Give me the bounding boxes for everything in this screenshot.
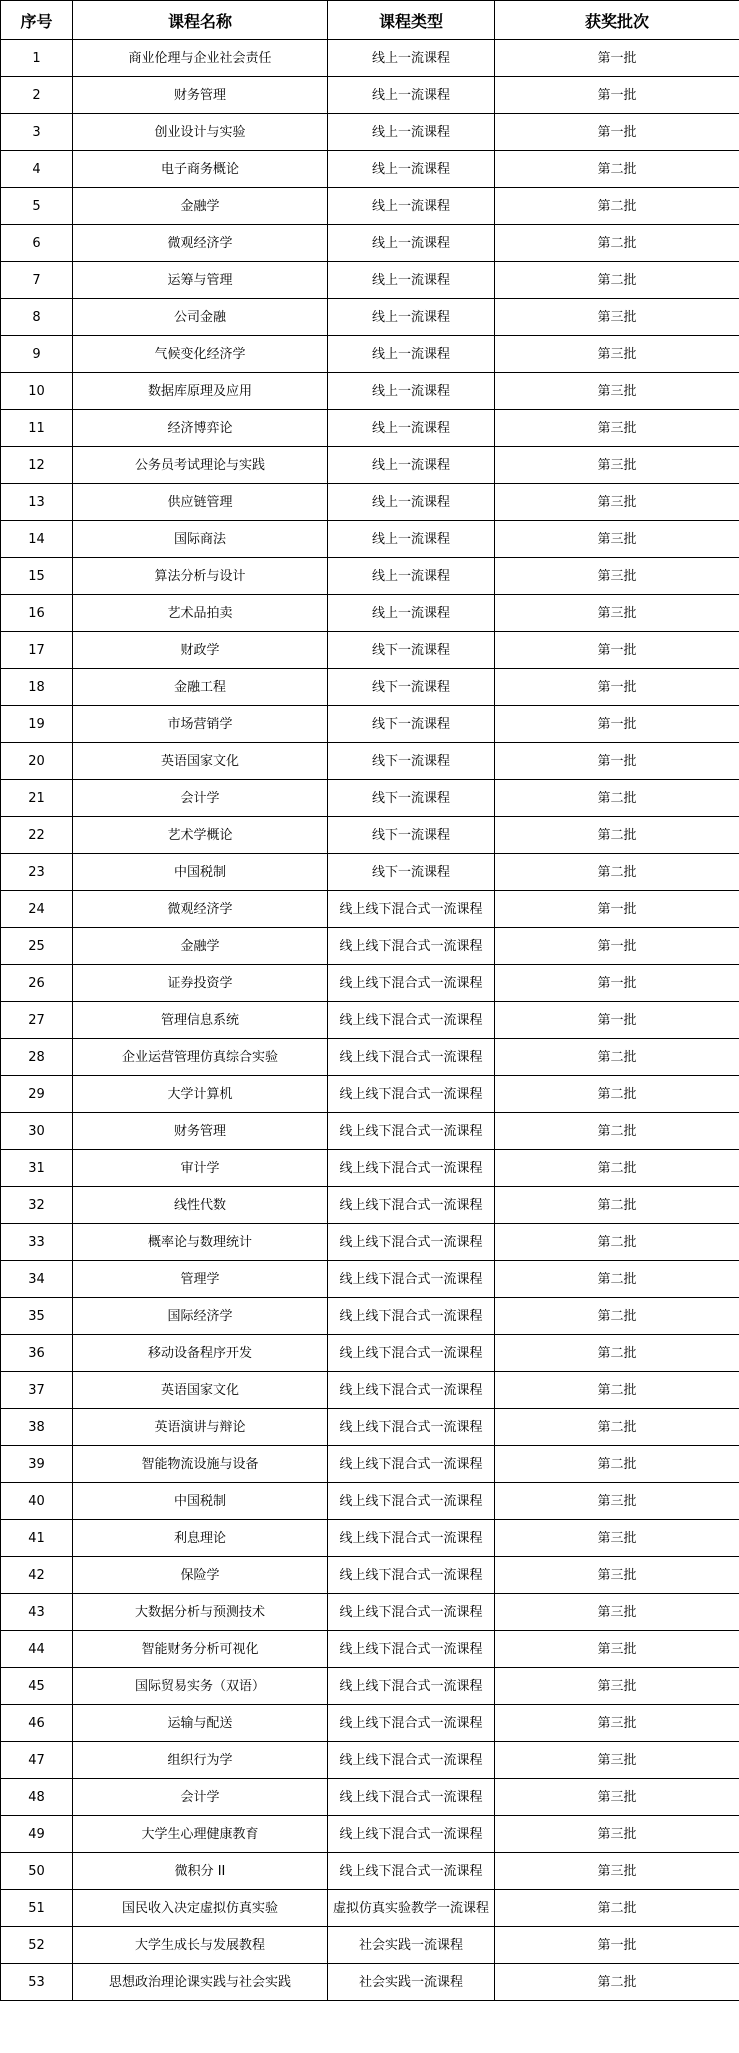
cell-index: 7 [1, 262, 73, 299]
cell-course-type: 线上线下混合式一流课程 [328, 1039, 495, 1076]
table-row [1, 1483, 739, 1520]
cell-course-type: 线上线下混合式一流课程 [328, 1298, 495, 1335]
cell-course-name: 大学生成长与发展教程 [73, 1927, 328, 1964]
cell-index: 32 [1, 1187, 73, 1224]
table-row [1, 1039, 739, 1076]
cell-course-type: 线上线下混合式一流课程 [328, 1224, 495, 1261]
cell-award-batch: 第三批 [495, 1705, 739, 1742]
cell-award-batch: 第三批 [495, 1557, 739, 1594]
cell-course-type: 线上线下混合式一流课程 [328, 1594, 495, 1631]
cell-index: 8 [1, 299, 73, 336]
cell-award-batch: 第一批 [495, 928, 739, 965]
table-row [1, 1372, 739, 1409]
cell-index: 11 [1, 410, 73, 447]
cell-course-name: 证券投资学 [73, 965, 328, 1002]
cell-award-batch: 第二批 [495, 1076, 739, 1113]
table-row [1, 151, 739, 188]
cell-course-type: 线上线下混合式一流课程 [328, 1816, 495, 1853]
cell-course-name: 英语国家文化 [73, 743, 328, 780]
cell-course-type: 线下一流课程 [328, 780, 495, 817]
cell-course-name: 算法分析与设计 [73, 558, 328, 595]
cell-index: 9 [1, 336, 73, 373]
cell-award-batch: 第二批 [495, 780, 739, 817]
cell-course-type: 线上一流课程 [328, 336, 495, 373]
cell-index: 25 [1, 928, 73, 965]
cell-index: 40 [1, 1483, 73, 1520]
cell-course-name: 财政学 [73, 632, 328, 669]
table-row [1, 336, 739, 373]
cell-index: 41 [1, 1520, 73, 1557]
cell-award-batch: 第二批 [495, 1150, 739, 1187]
table-row [1, 1261, 739, 1298]
cell-index: 51 [1, 1890, 73, 1927]
cell-index: 35 [1, 1298, 73, 1335]
table-row [1, 965, 739, 1002]
cell-course-type: 线上一流课程 [328, 373, 495, 410]
cell-course-type: 线上线下混合式一流课程 [328, 1335, 495, 1372]
table-row [1, 1002, 739, 1039]
cell-award-batch: 第二批 [495, 1187, 739, 1224]
cell-course-name: 供应链管理 [73, 484, 328, 521]
cell-course-name: 思想政治理论课实践与社会实践 [73, 1964, 328, 2001]
cell-course-name: 中国税制 [73, 1483, 328, 1520]
cell-index: 49 [1, 1816, 73, 1853]
table-row [1, 891, 739, 928]
cell-award-batch: 第一批 [495, 891, 739, 928]
table-row [1, 632, 739, 669]
cell-course-name: 艺术品拍卖 [73, 595, 328, 632]
cell-index: 44 [1, 1631, 73, 1668]
cell-index: 14 [1, 521, 73, 558]
cell-index: 3 [1, 114, 73, 151]
cell-award-batch: 第一批 [495, 114, 739, 151]
table-row [1, 447, 739, 484]
cell-award-batch: 第二批 [495, 1261, 739, 1298]
cell-award-batch: 第一批 [495, 965, 739, 1002]
header-index: 序号 [1, 1, 73, 40]
cell-award-batch: 第三批 [495, 1668, 739, 1705]
cell-award-batch: 第三批 [495, 373, 739, 410]
cell-course-type: 线上一流课程 [328, 410, 495, 447]
cell-index: 43 [1, 1594, 73, 1631]
cell-course-type: 线上线下混合式一流课程 [328, 1557, 495, 1594]
cell-course-type: 线上线下混合式一流课程 [328, 1779, 495, 1816]
cell-course-type: 线上一流课程 [328, 595, 495, 632]
cell-course-type: 线上线下混合式一流课程 [328, 1150, 495, 1187]
cell-course-type: 线下一流课程 [328, 854, 495, 891]
cell-course-type: 社会实践一流课程 [328, 1964, 495, 2001]
cell-course-name: 大数据分析与预测技术 [73, 1594, 328, 1631]
cell-index: 48 [1, 1779, 73, 1816]
table-row [1, 1113, 739, 1150]
cell-course-type: 线上线下混合式一流课程 [328, 1446, 495, 1483]
cell-index: 45 [1, 1668, 73, 1705]
cell-award-batch: 第一批 [495, 1002, 739, 1039]
cell-course-name: 微观经济学 [73, 891, 328, 928]
cell-course-name: 运筹与管理 [73, 262, 328, 299]
cell-course-name: 创业设计与实验 [73, 114, 328, 151]
table-row [1, 225, 739, 262]
table-row [1, 743, 739, 780]
cell-course-type: 线上线下混合式一流课程 [328, 891, 495, 928]
cell-award-batch: 第三批 [495, 1779, 739, 1816]
cell-index: 38 [1, 1409, 73, 1446]
cell-course-name: 大学生心理健康教育 [73, 1816, 328, 1853]
header-row [1, 1, 739, 40]
cell-course-name: 智能财务分析可视化 [73, 1631, 328, 1668]
cell-award-batch: 第二批 [495, 151, 739, 188]
cell-index: 20 [1, 743, 73, 780]
cell-course-name: 微积分 II [73, 1853, 328, 1890]
cell-course-type: 虚拟仿真实验教学一流课程 [328, 1890, 495, 1927]
cell-course-type: 线上线下混合式一流课程 [328, 1631, 495, 1668]
cell-award-batch: 第二批 [495, 1039, 739, 1076]
header-course-name: 课程名称 [73, 1, 328, 40]
cell-course-name: 金融学 [73, 188, 328, 225]
cell-index: 29 [1, 1076, 73, 1113]
cell-award-batch: 第三批 [495, 1631, 739, 1668]
cell-index: 30 [1, 1113, 73, 1150]
table-row [1, 595, 739, 632]
cell-course-name: 概率论与数理统计 [73, 1224, 328, 1261]
table-row [1, 262, 739, 299]
cell-index: 42 [1, 1557, 73, 1594]
cell-course-type: 线上一流课程 [328, 225, 495, 262]
table-row [1, 299, 739, 336]
cell-course-name: 管理学 [73, 1261, 328, 1298]
cell-index: 4 [1, 151, 73, 188]
table-header [1, 1, 739, 40]
cell-course-name: 公务员考试理论与实践 [73, 447, 328, 484]
table-row [1, 410, 739, 447]
cell-course-type: 线下一流课程 [328, 743, 495, 780]
table-row [1, 1409, 739, 1446]
cell-course-type: 线上线下混合式一流课程 [328, 928, 495, 965]
cell-course-type: 线上一流课程 [328, 77, 495, 114]
cell-course-type: 线下一流课程 [328, 669, 495, 706]
cell-course-type: 线上线下混合式一流课程 [328, 1520, 495, 1557]
table-row [1, 1705, 739, 1742]
cell-award-batch: 第三批 [495, 1853, 739, 1890]
cell-award-batch: 第三批 [495, 484, 739, 521]
cell-course-type: 线上线下混合式一流课程 [328, 1002, 495, 1039]
cell-course-name: 金融工程 [73, 669, 328, 706]
table-row [1, 1076, 739, 1113]
cell-award-batch: 第二批 [495, 1372, 739, 1409]
table-row [1, 1224, 739, 1261]
cell-index: 23 [1, 854, 73, 891]
cell-course-name: 利息理论 [73, 1520, 328, 1557]
cell-course-type: 线上一流课程 [328, 521, 495, 558]
cell-index: 24 [1, 891, 73, 928]
cell-award-batch: 第二批 [495, 225, 739, 262]
cell-course-name: 财务管理 [73, 77, 328, 114]
table-row [1, 1335, 739, 1372]
cell-award-batch: 第一批 [495, 40, 739, 77]
cell-award-batch: 第三批 [495, 447, 739, 484]
cell-course-name: 国民收入决定虚拟仿真实验 [73, 1890, 328, 1927]
cell-course-name: 经济博弈论 [73, 410, 328, 447]
cell-course-type: 线下一流课程 [328, 632, 495, 669]
cell-course-type: 线上线下混合式一流课程 [328, 1076, 495, 1113]
cell-award-batch: 第一批 [495, 77, 739, 114]
cell-course-type: 线上一流课程 [328, 262, 495, 299]
cell-award-batch: 第二批 [495, 1446, 739, 1483]
cell-index: 31 [1, 1150, 73, 1187]
cell-award-batch: 第三批 [495, 521, 739, 558]
cell-course-name: 市场营销学 [73, 706, 328, 743]
cell-award-batch: 第三批 [495, 1742, 739, 1779]
table-row [1, 780, 739, 817]
cell-course-name: 企业运营管理仿真综合实验 [73, 1039, 328, 1076]
cell-index: 19 [1, 706, 73, 743]
cell-award-batch: 第二批 [495, 1409, 739, 1446]
cell-award-batch: 第一批 [495, 632, 739, 669]
cell-course-name: 中国税制 [73, 854, 328, 891]
cell-award-batch: 第三批 [495, 1483, 739, 1520]
cell-index: 12 [1, 447, 73, 484]
table-row [1, 1779, 739, 1816]
cell-award-batch: 第二批 [495, 188, 739, 225]
cell-course-type: 线上一流课程 [328, 188, 495, 225]
cell-award-batch: 第二批 [495, 1964, 739, 2001]
cell-course-name: 会计学 [73, 1779, 328, 1816]
cell-course-name: 线性代数 [73, 1187, 328, 1224]
cell-index: 16 [1, 595, 73, 632]
cell-course-name: 英语演讲与辩论 [73, 1409, 328, 1446]
cell-award-batch: 第三批 [495, 299, 739, 336]
cell-index: 6 [1, 225, 73, 262]
table-row [1, 1150, 739, 1187]
cell-index: 37 [1, 1372, 73, 1409]
table-row [1, 1816, 739, 1853]
cell-course-type: 线上线下混合式一流课程 [328, 965, 495, 1002]
cell-index: 18 [1, 669, 73, 706]
cell-index: 53 [1, 1964, 73, 2001]
cell-index: 28 [1, 1039, 73, 1076]
cell-award-batch: 第二批 [495, 262, 739, 299]
cell-index: 47 [1, 1742, 73, 1779]
table-row [1, 1631, 739, 1668]
cell-course-name: 大学计算机 [73, 1076, 328, 1113]
table-row [1, 1742, 739, 1779]
cell-course-name: 组织行为学 [73, 1742, 328, 1779]
table-row [1, 1298, 739, 1335]
cell-course-name: 保险学 [73, 1557, 328, 1594]
cell-index: 2 [1, 77, 73, 114]
cell-course-name: 运输与配送 [73, 1705, 328, 1742]
cell-course-type: 线上一流课程 [328, 558, 495, 595]
cell-award-batch: 第一批 [495, 743, 739, 780]
cell-course-name: 艺术学概论 [73, 817, 328, 854]
cell-index: 21 [1, 780, 73, 817]
cell-course-type: 线上线下混合式一流课程 [328, 1483, 495, 1520]
cell-course-type: 线上一流课程 [328, 114, 495, 151]
cell-index: 1 [1, 40, 73, 77]
cell-course-name: 财务管理 [73, 1113, 328, 1150]
cell-award-batch: 第三批 [495, 336, 739, 373]
cell-course-name: 管理信息系统 [73, 1002, 328, 1039]
table-row [1, 928, 739, 965]
table-row [1, 114, 739, 151]
cell-course-name: 商业伦理与企业社会责任 [73, 40, 328, 77]
cell-index: 34 [1, 1261, 73, 1298]
cell-course-type: 线上一流课程 [328, 40, 495, 77]
cell-course-type: 社会实践一流课程 [328, 1927, 495, 1964]
cell-course-type: 线下一流课程 [328, 817, 495, 854]
cell-course-name: 移动设备程序开发 [73, 1335, 328, 1372]
table-row [1, 1446, 739, 1483]
cell-award-batch: 第三批 [495, 1816, 739, 1853]
table-row [1, 1187, 739, 1224]
cell-index: 15 [1, 558, 73, 595]
cell-course-name: 气候变化经济学 [73, 336, 328, 373]
cell-course-name: 国际经济学 [73, 1298, 328, 1335]
cell-award-batch: 第二批 [495, 1224, 739, 1261]
table-row [1, 1853, 739, 1890]
header-course-type: 课程类型 [328, 1, 495, 40]
cell-award-batch: 第一批 [495, 706, 739, 743]
cell-index: 26 [1, 965, 73, 1002]
cell-course-name: 国际贸易实务（双语） [73, 1668, 328, 1705]
table-body [1, 40, 739, 2001]
cell-award-batch: 第三批 [495, 410, 739, 447]
cell-course-type: 线上线下混合式一流课程 [328, 1187, 495, 1224]
cell-index: 22 [1, 817, 73, 854]
table-row [1, 817, 739, 854]
cell-award-batch: 第三批 [495, 1520, 739, 1557]
cell-course-type: 线上线下混合式一流课程 [328, 1853, 495, 1890]
cell-award-batch: 第二批 [495, 854, 739, 891]
cell-award-batch: 第二批 [495, 1298, 739, 1335]
table-row [1, 1890, 739, 1927]
cell-index: 46 [1, 1705, 73, 1742]
cell-course-name: 会计学 [73, 780, 328, 817]
table-row [1, 188, 739, 225]
cell-course-name: 国际商法 [73, 521, 328, 558]
cell-index: 27 [1, 1002, 73, 1039]
cell-course-type: 线上一流课程 [328, 484, 495, 521]
cell-course-name: 数据库原理及应用 [73, 373, 328, 410]
table-row [1, 77, 739, 114]
table-row [1, 521, 739, 558]
table-row [1, 1668, 739, 1705]
table-row [1, 1594, 739, 1631]
table-row [1, 669, 739, 706]
cell-award-batch: 第三批 [495, 558, 739, 595]
cell-course-type: 线上线下混合式一流课程 [328, 1668, 495, 1705]
cell-course-type: 线上一流课程 [328, 299, 495, 336]
cell-award-batch: 第二批 [495, 1335, 739, 1372]
table-row [1, 558, 739, 595]
table-row [1, 1927, 739, 1964]
cell-index: 39 [1, 1446, 73, 1483]
cell-index: 36 [1, 1335, 73, 1372]
cell-course-name: 公司金融 [73, 299, 328, 336]
cell-course-type: 线上线下混合式一流课程 [328, 1409, 495, 1446]
cell-award-batch: 第一批 [495, 669, 739, 706]
cell-award-batch: 第二批 [495, 1890, 739, 1927]
cell-course-type: 线上一流课程 [328, 447, 495, 484]
cell-course-name: 电子商务概论 [73, 151, 328, 188]
table-row [1, 1520, 739, 1557]
table-row [1, 1964, 739, 2001]
cell-award-batch: 第三批 [495, 595, 739, 632]
table-row [1, 373, 739, 410]
cell-course-name: 审计学 [73, 1150, 328, 1187]
cell-index: 52 [1, 1927, 73, 1964]
table-row [1, 40, 739, 77]
cell-index: 10 [1, 373, 73, 410]
cell-index: 33 [1, 1224, 73, 1261]
cell-award-batch: 第一批 [495, 1927, 739, 1964]
header-award-batch: 获奖批次 [495, 1, 739, 40]
cell-index: 17 [1, 632, 73, 669]
cell-course-type: 线上线下混合式一流课程 [328, 1742, 495, 1779]
cell-course-type: 线上线下混合式一流课程 [328, 1261, 495, 1298]
table-row [1, 706, 739, 743]
table-row [1, 1557, 739, 1594]
cell-course-name: 英语国家文化 [73, 1372, 328, 1409]
cell-course-name: 智能物流设施与设备 [73, 1446, 328, 1483]
table-row [1, 854, 739, 891]
cell-index: 13 [1, 484, 73, 521]
cell-index: 50 [1, 1853, 73, 1890]
cell-award-batch: 第三批 [495, 1594, 739, 1631]
cell-course-type: 线上一流课程 [328, 151, 495, 188]
cell-index: 5 [1, 188, 73, 225]
cell-course-type: 线上线下混合式一流课程 [328, 1113, 495, 1150]
cell-course-name: 微观经济学 [73, 225, 328, 262]
table-row [1, 484, 739, 521]
cell-award-batch: 第二批 [495, 817, 739, 854]
cell-course-name: 金融学 [73, 928, 328, 965]
cell-course-type: 线上线下混合式一流课程 [328, 1372, 495, 1409]
cell-award-batch: 第二批 [495, 1113, 739, 1150]
cell-course-type: 线上线下混合式一流课程 [328, 1705, 495, 1742]
cell-course-type: 线下一流课程 [328, 706, 495, 743]
